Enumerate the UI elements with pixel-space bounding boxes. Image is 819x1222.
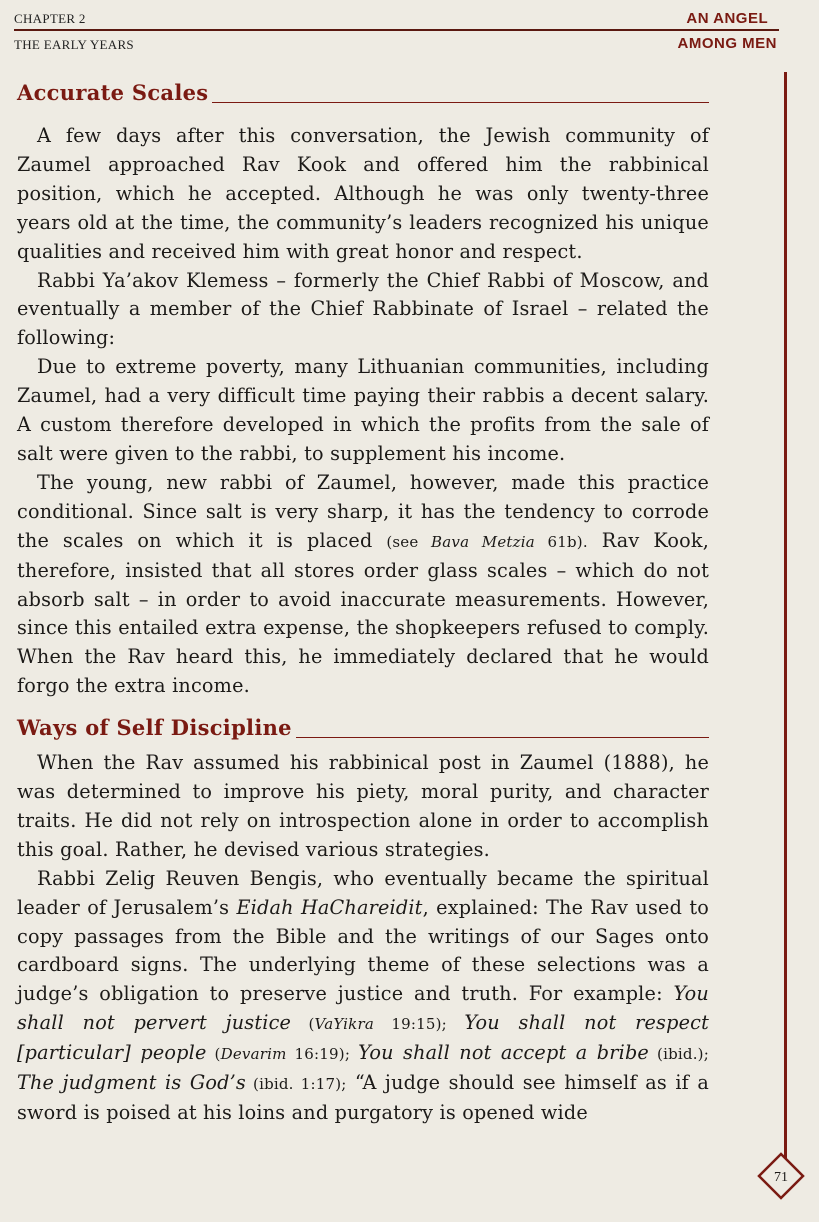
- heading-rule: [212, 102, 709, 104]
- book-title-line1: AN ANGEL: [686, 10, 769, 27]
- paragraph: Due to extreme poverty, many Lithuanian communities, including Zaumel, had a very difficult time paying their rabbis a decent salary. A custom therefore developed in which the profits from the sale of salt were given to the rabbi, to supplement his income.: [17, 355, 709, 465]
- chapter-label: CHAPTER 2: [14, 11, 86, 26]
- heading-rule: [296, 737, 709, 739]
- citation-title: Bava Metzia: [431, 532, 535, 551]
- margin-vertical-rule: [784, 72, 787, 1182]
- running-header-right: [678, 6, 778, 56]
- main-content: [17, 80, 709, 1128]
- heading-text: Accurate Scales: [17, 80, 209, 105]
- paragraph: Rabbi Zelig Reuven Bengis, who eventually became the spiritual leader of Jerusalem’s Eidah HaChareidit, explained: The Rav used to copy passages from the Bible and the writings of our Sages onto cardboard signs. The underlying theme of these selections was a judge’s obligation to preserve justice and truth. For example: You shall not pervert justice (VaYikra 19:15); You shall not respect [particular] people (Devarim 16:19); You shall not accept a bribe (ibid.); The judgment is God’s (ibid. 1:17); “A judge should see himself as if a sword is poised at his loins and purgatory is opened wide: [17, 866, 710, 1124]
- section-heading-self-discipline: [17, 715, 709, 741]
- scripture-quote: You shall not respect [particular] people: [17, 1011, 709, 1065]
- paragraph: A few days after this conversation, the Jewish community of Zaumel approached Rav Kook and offered him the rabbinical position, which he accepted. Although he was only twenty-three years old at the time, the community’s leaders recognized his unique qualities and received him with great honor and respect.: [17, 124, 709, 263]
- paragraph: When the Rav assumed his rabbinical post in Zaumel (1888), he was determined to improve his piety, moral purity, and character traits. He did not rely on introspection alone in order to accomplish this goal. Rather, he devised various strategies.: [17, 751, 709, 861]
- page-number: 71: [774, 1170, 788, 1185]
- section-heading-accurate-scales: [17, 80, 709, 106]
- scripture-quote: The judgment is God’s: [17, 1071, 246, 1095]
- book-title-line2: AMONG MEN: [677, 35, 777, 52]
- chapter-title: THE EARLY YEARS: [14, 37, 134, 52]
- header-rule: [14, 29, 779, 31]
- running-header-left: [14, 10, 134, 62]
- paragraph: The young, new rabbi of Zaumel, however, made this practice conditional. Since salt is very sharp, it has the tendency to corrode the scales on which it is placed (see Bava Metzia 61b). Rav Kook, therefore, insisted that all stores order glass scales – which do not absorb salt – in order to avoid inaccurate measurements. However, since this entailed extra expense, the shopkeepers refused to comply. When the Rav heard this, he immediately declared that he would forgo the extra income.: [17, 470, 710, 698]
- scripture-quote: You shall not accept a bribe: [358, 1041, 649, 1065]
- page-number-badge: [757, 1152, 805, 1200]
- paragraph: Rabbi Ya’akov Klemess – formerly the Chief Rabbi of Moscow, and eventually a member of the Chief Rabbinate of Israel – related the following:: [17, 268, 709, 350]
- scripture-quote: You shall not pervert justice: [17, 982, 709, 1035]
- heading-text: Ways of Self Discipline: [17, 715, 292, 741]
